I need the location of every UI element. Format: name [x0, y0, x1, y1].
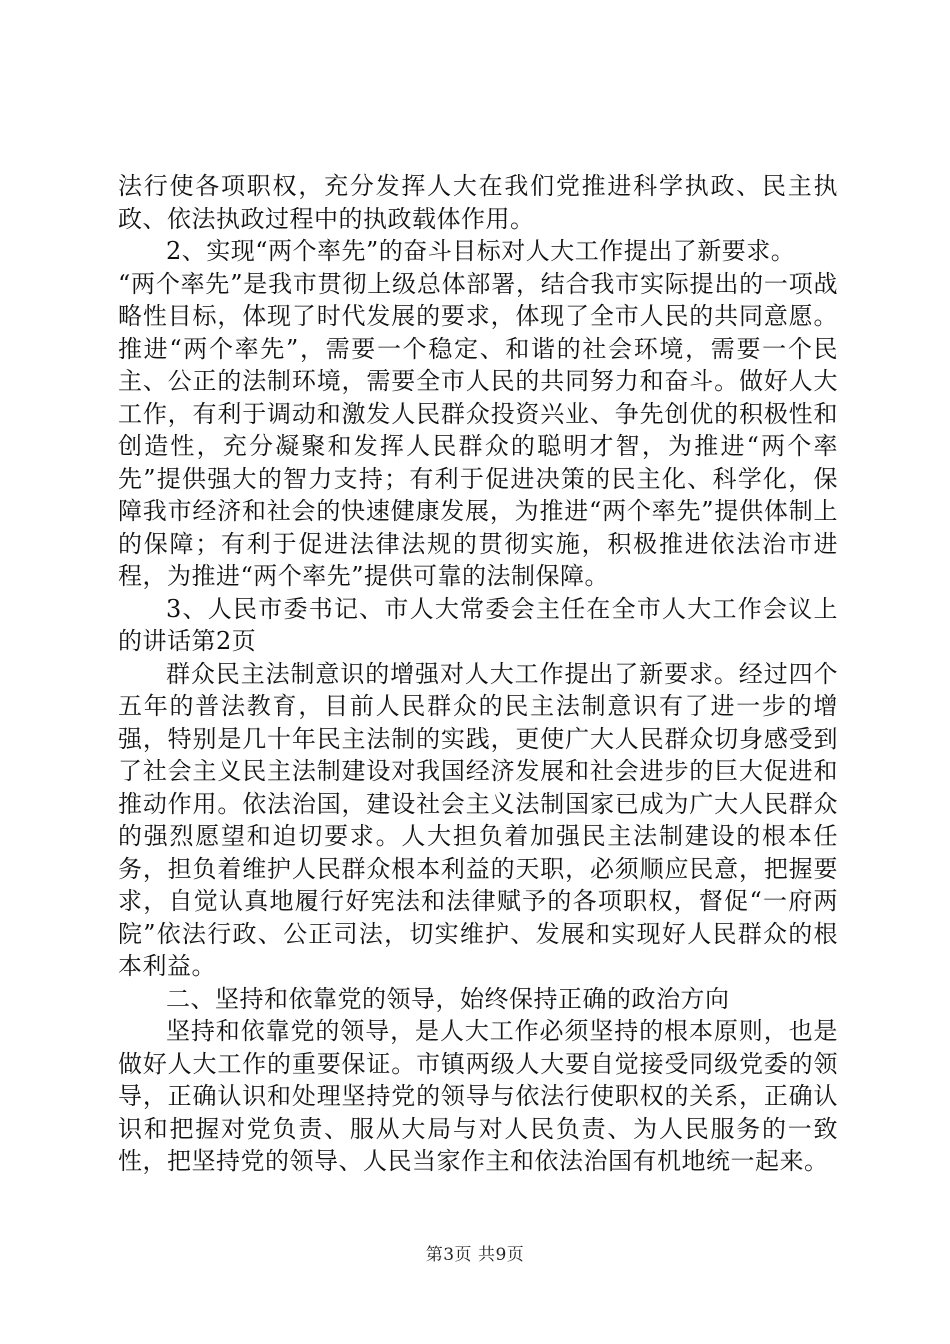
paragraph-2: 2、实现“两个率先”的奋斗目标对人大工作提出了新要求。: [166, 237, 796, 265]
paragraph-5: 群众民主法制意识的增强对人大工作提出了新要求。经过四个五年的普法教育，目前人民群众的民主法制意识有了进一步的增强，特别是几十年民主法制的实践，更使广大人民群众切身感受到了社会主义民主法制建设对我国经济发展和社会进步的巨大促进和推动作用。依法治国，建设社会主义法制国家已成为广大人民群众的强烈愿望和迫切要求。人大担负着加强民主法制建设的根本任务，担负着维护人民群众根本利益的天职，必须顺应民意，把握要求，自觉认真地履行好宪法和法律赋予的各项职权，督促“一府两院”依法行政、公正司法，切实维护、发展和实现好人民群众的根本利益。: [118, 659, 838, 980]
document-body: [118, 170, 838, 1178]
page-number-footer: 第3页 共9页: [425, 1245, 525, 1265]
section-heading: 二、坚持和依靠党的领导，始终保持正确的政治方向: [166, 984, 730, 1013]
paragraph-1: 法行使各项职权，充分发挥人大在我们党推进科学执政、民主执政、依法执政过程中的执政载体作用。: [118, 172, 838, 233]
paragraph-3: “两个率先”是我市贯彻上级总体部署，结合我市实际提出的一项战略性目标，体现了时代发展的要求，体现了全市人民的共同意愿。推进“两个率先”，需要一个稳定、和谐的社会环境，需要一个民主、公正的法制环境，需要全市人民的共同努力和奋斗。做好人大工作，有利于调动和激发人民群众投资兴业、争先创优的积极性和创造性，充分凝聚和发挥人民群众的聪明才智，为推进“两个率先”提供强大的智力支持；有利于促进决策的民主化、科学化，保障我市经济和社会的快速健康发展，为推进“两个率先”提供体制上的保障；有利于促进法律法规的贯彻实施，积极推进依法治市进程，为推进“两个率先”提供可靠的法制保障。: [118, 269, 838, 590]
paragraph-4: 3、人民市委书记、市人大常委会主任在全市人大工作会议上的讲话第2页: [118, 594, 838, 655]
paragraph-7: 坚持和依靠党的领导，是人大工作必须坚持的根本原则，也是做好人大工作的重要保证。市镇两级人大要自觉接受同级党委的领导，正确认识和处理坚持党的领导与依法行使职权的关系，正确认识和把握对党负责、服从大局与对人民负责、为人民服务的一致性，把坚持党的领导、人民当家作主和依法治国有机地统一起来。: [118, 1017, 838, 1175]
